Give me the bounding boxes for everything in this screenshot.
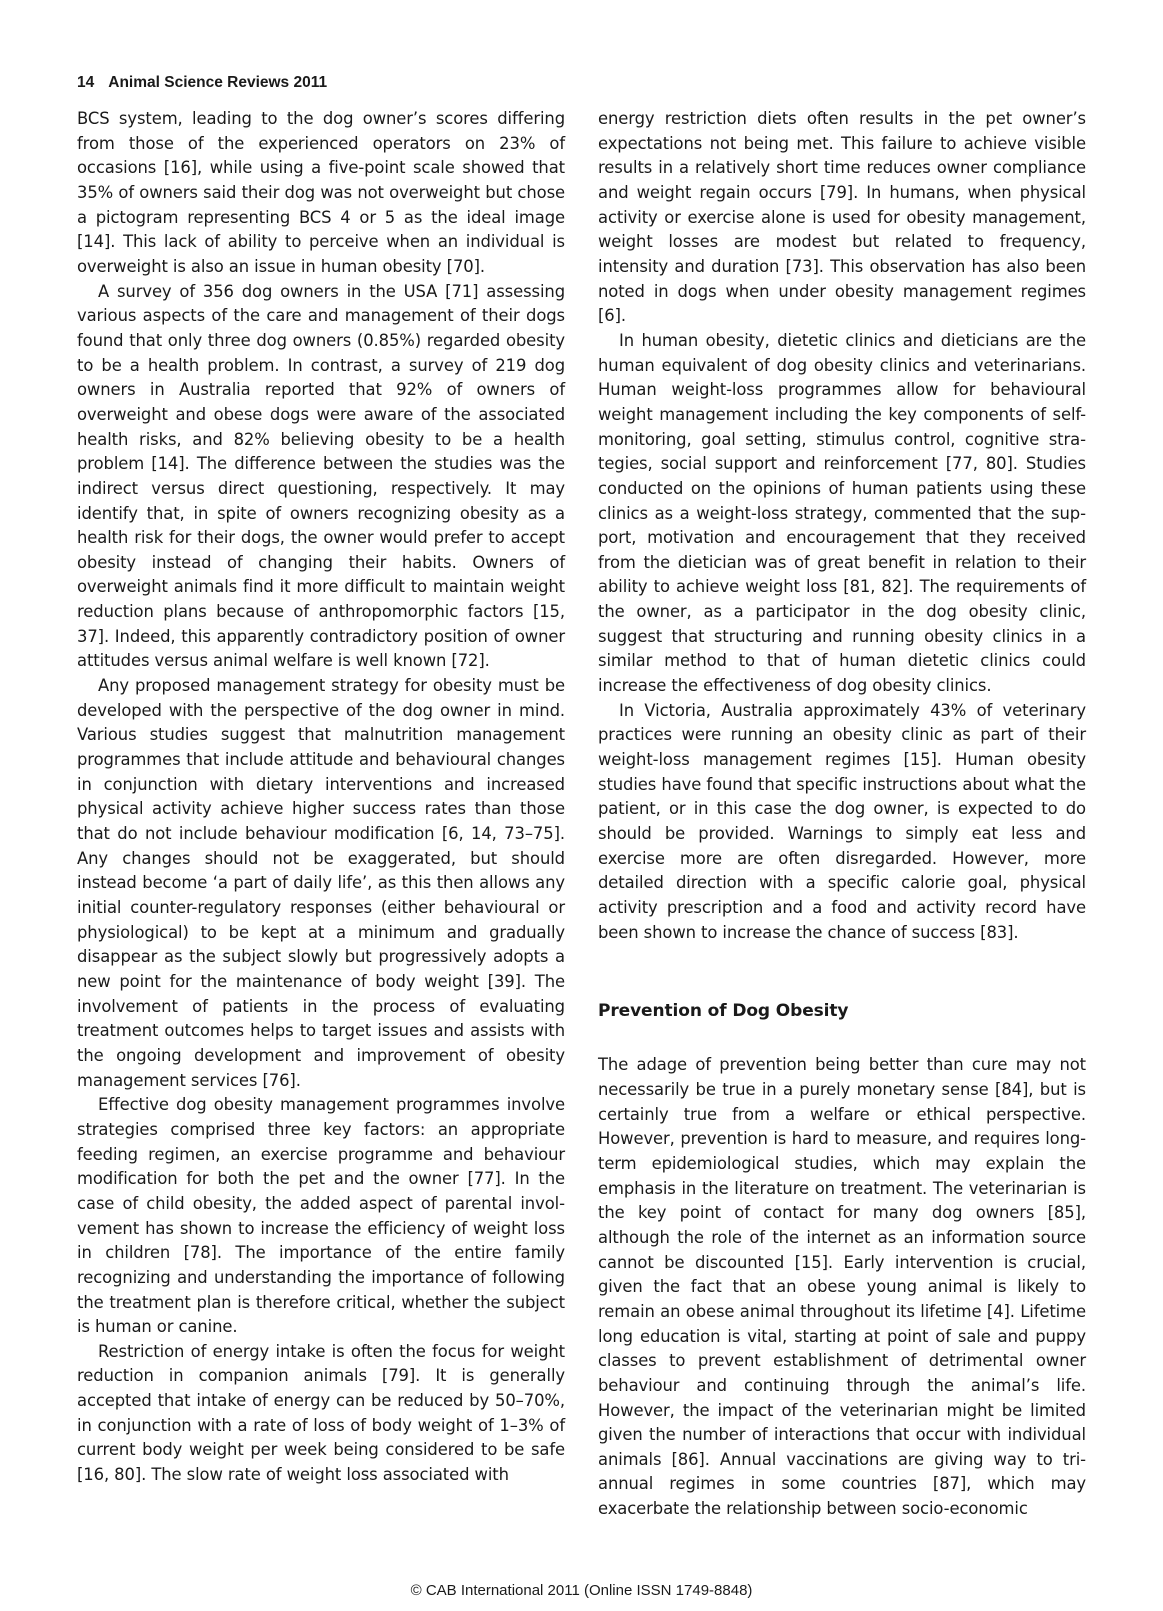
right-column <box>598 107 1086 1522</box>
page-number: 14 <box>77 74 95 91</box>
left-column <box>77 107 565 1488</box>
body-paragraph: Any proposed management strategy for obesity must be developed with the perspective of the dog owner in mind. Various studies suggest that malnutrition management programmes that include attitude and behavioural changes in conjunction with dietary interventions and increased physical activity achieve higher success rates than those that do not include behaviour modification [6, 14, 73–75]. Any changes should not be exaggerated, but should instead become ‘a part of daily life’, as this then allows any initial counter-regulatory responses (either behavioural or physiological) to be kept at a minimum and gradually disappear as the subject slowly but progressively adopts a new point for the maintenance of body weight [39]. The involvement of patients in the process of evaluating treatment outcomes helps to target issues and assists with the ongoing development and improvement of obesity management services [76]. <box>77 676 565 1090</box>
body-paragraph: In Victoria, Australia approximately 43% of veterinary practices were running an obesity clinic as part of their weight-loss management regimes [15]. Human obesity studies have found that specific instructions about what the patient, or in this case the dog owner, is expected to do should be provided. Warnings to simply eat less and exercise more are often disregarded. However, more detailed direction with a specific calorie goal, physical activity prescription and a food and activity record have been shown to increase the chance of success [83]. <box>598 700 1086 942</box>
copyright-footer: © CAB International 2011 (Online ISSN 1749-8848) <box>410 1582 753 1599</box>
journal-title: Animal Science Reviews 2011 <box>108 74 328 91</box>
body-paragraph: BCS system, leading to the dog owner’s scores differing from those of the experienced operators on 23% of occasions [16], while using a five-point scale showed that 35% of owners said their dog was not overweight but chose a pictogram representing BCS 4 or 5 as the ideal image [14]. This lack of ability to perceive when an individual is overweight is also an issue in human obesity [70]. <box>77 109 565 276</box>
body-paragraph: A survey of 356 dog owners in the USA [71] assessing various aspects of the care and management of their dogs found that only three dog owners (0.85%) regarded obesity to be a health problem. In contrast, a survey of 219 dog owners in Australia reported that 92% of owners of overweight and obese dogs were aware of the associated health risks, and 82% believing obesity to be a health problem [14]. The difference between the studies was the indirect versus direct questioning, respectively. It may identify that, in spite of owners recognizing obesity as a health risk for their dogs, the owner would prefer to accept obesity instead of changing their habits. Owners of overweight animals find it more difficult to maintain weight reduction plans because of anthropomorphic factors [15, 37]. Indeed, this apparently contradictory position of owner attitudes versus animal welfare is well known [72]. <box>77 281 565 671</box>
body-paragraph: The adage of prevention being better than cure may not necessarily be true in a purely monetary sense [84], but is certainly true from a welfare or ethical perspective. However, prevention is hard to measure, and requires long-term epidemiological studies, which may explain the emphasis in the literature on treatment. The veterinarian is the key point of contact for many dog owners [85], although the role of the internet as an information source cannot be discounted [15]. Early intervention is crucial, given the fact that an obese young animal is likely to remain an obese animal throughout its lifetime [4]. Lifetime long education is vital, starting at point of sale and puppy classes to prevent establishment of detrimental owner behaviour and continuing through the animal’s life. However, the impact of the veterinarian might be limited given the number of interactions that occur with individual animals [86]. Annual vaccinations are giving way to tri-annual regimes in some countries [87], which may exacerbate the relationship between socio-economic <box>598 1055 1086 1519</box>
running-head <box>77 73 327 93</box>
body-paragraph: Restriction of energy intake is often the focus for weight reduction in companion animals [79]. It is generally accepted that intake of energy can be reduced by 50–70%, in conjunction with a rate of loss of body weight of 1–3% of current body weight per week being considered to be safe [16, 80]. The slow rate of weight loss associated with <box>77 1341 565 1485</box>
body-paragraph: Effective dog obesity management programmes involve strategies comprised three key factors: an appropriate feeding regimen, an exercise programme and behaviour modification for both the pet and the owner [77]. In the case of child obesity, the added aspect of parental involvement has shown to increase the efficiency of weight loss in children [78]. The importance of the entire family recognizing and understanding the importance of following the treatment plan is therefore critical, whether the subject is human or canine. <box>77 1095 565 1337</box>
body-paragraph: energy restriction diets often results in the pet owner’s expectations not being met. This failure to achieve visible results in a relatively short time reduces owner compliance and weight regain occurs [79]. In humans, when physical activity or exercise alone is used for obesity management, weight losses are modest but related to frequency, intensity and duration [73]. This observation has also been noted in dogs when under obesity management regimes [6]. <box>598 109 1086 326</box>
section-heading: Prevention of Dog Obesity <box>598 1001 849 1022</box>
body-paragraph: In human obesity, dietetic clinics and dieticians are the human equivalent of dog obesity clinics and veterinarians. Human weight-loss programmes allow for behavioural weight management including the key components of self-monitoring, goal setting, stimulus control, cognitive strategies, social support and reinforcement [77, 80]. Studies conducted on the opinions of human patients using these clinics as a weight-loss strategy, commented that the support, motivation and encouragement that they received from the dietician was of great benefit in relation to their ability to achieve weight loss [81, 82]. The requirements of the owner, as a participator in the dog obesity clinic, suggest that structuring and running obesity clinics in a similar method to that of human dietetic clinics could increase the effectiveness of dog obesity clinics. <box>598 330 1086 696</box>
